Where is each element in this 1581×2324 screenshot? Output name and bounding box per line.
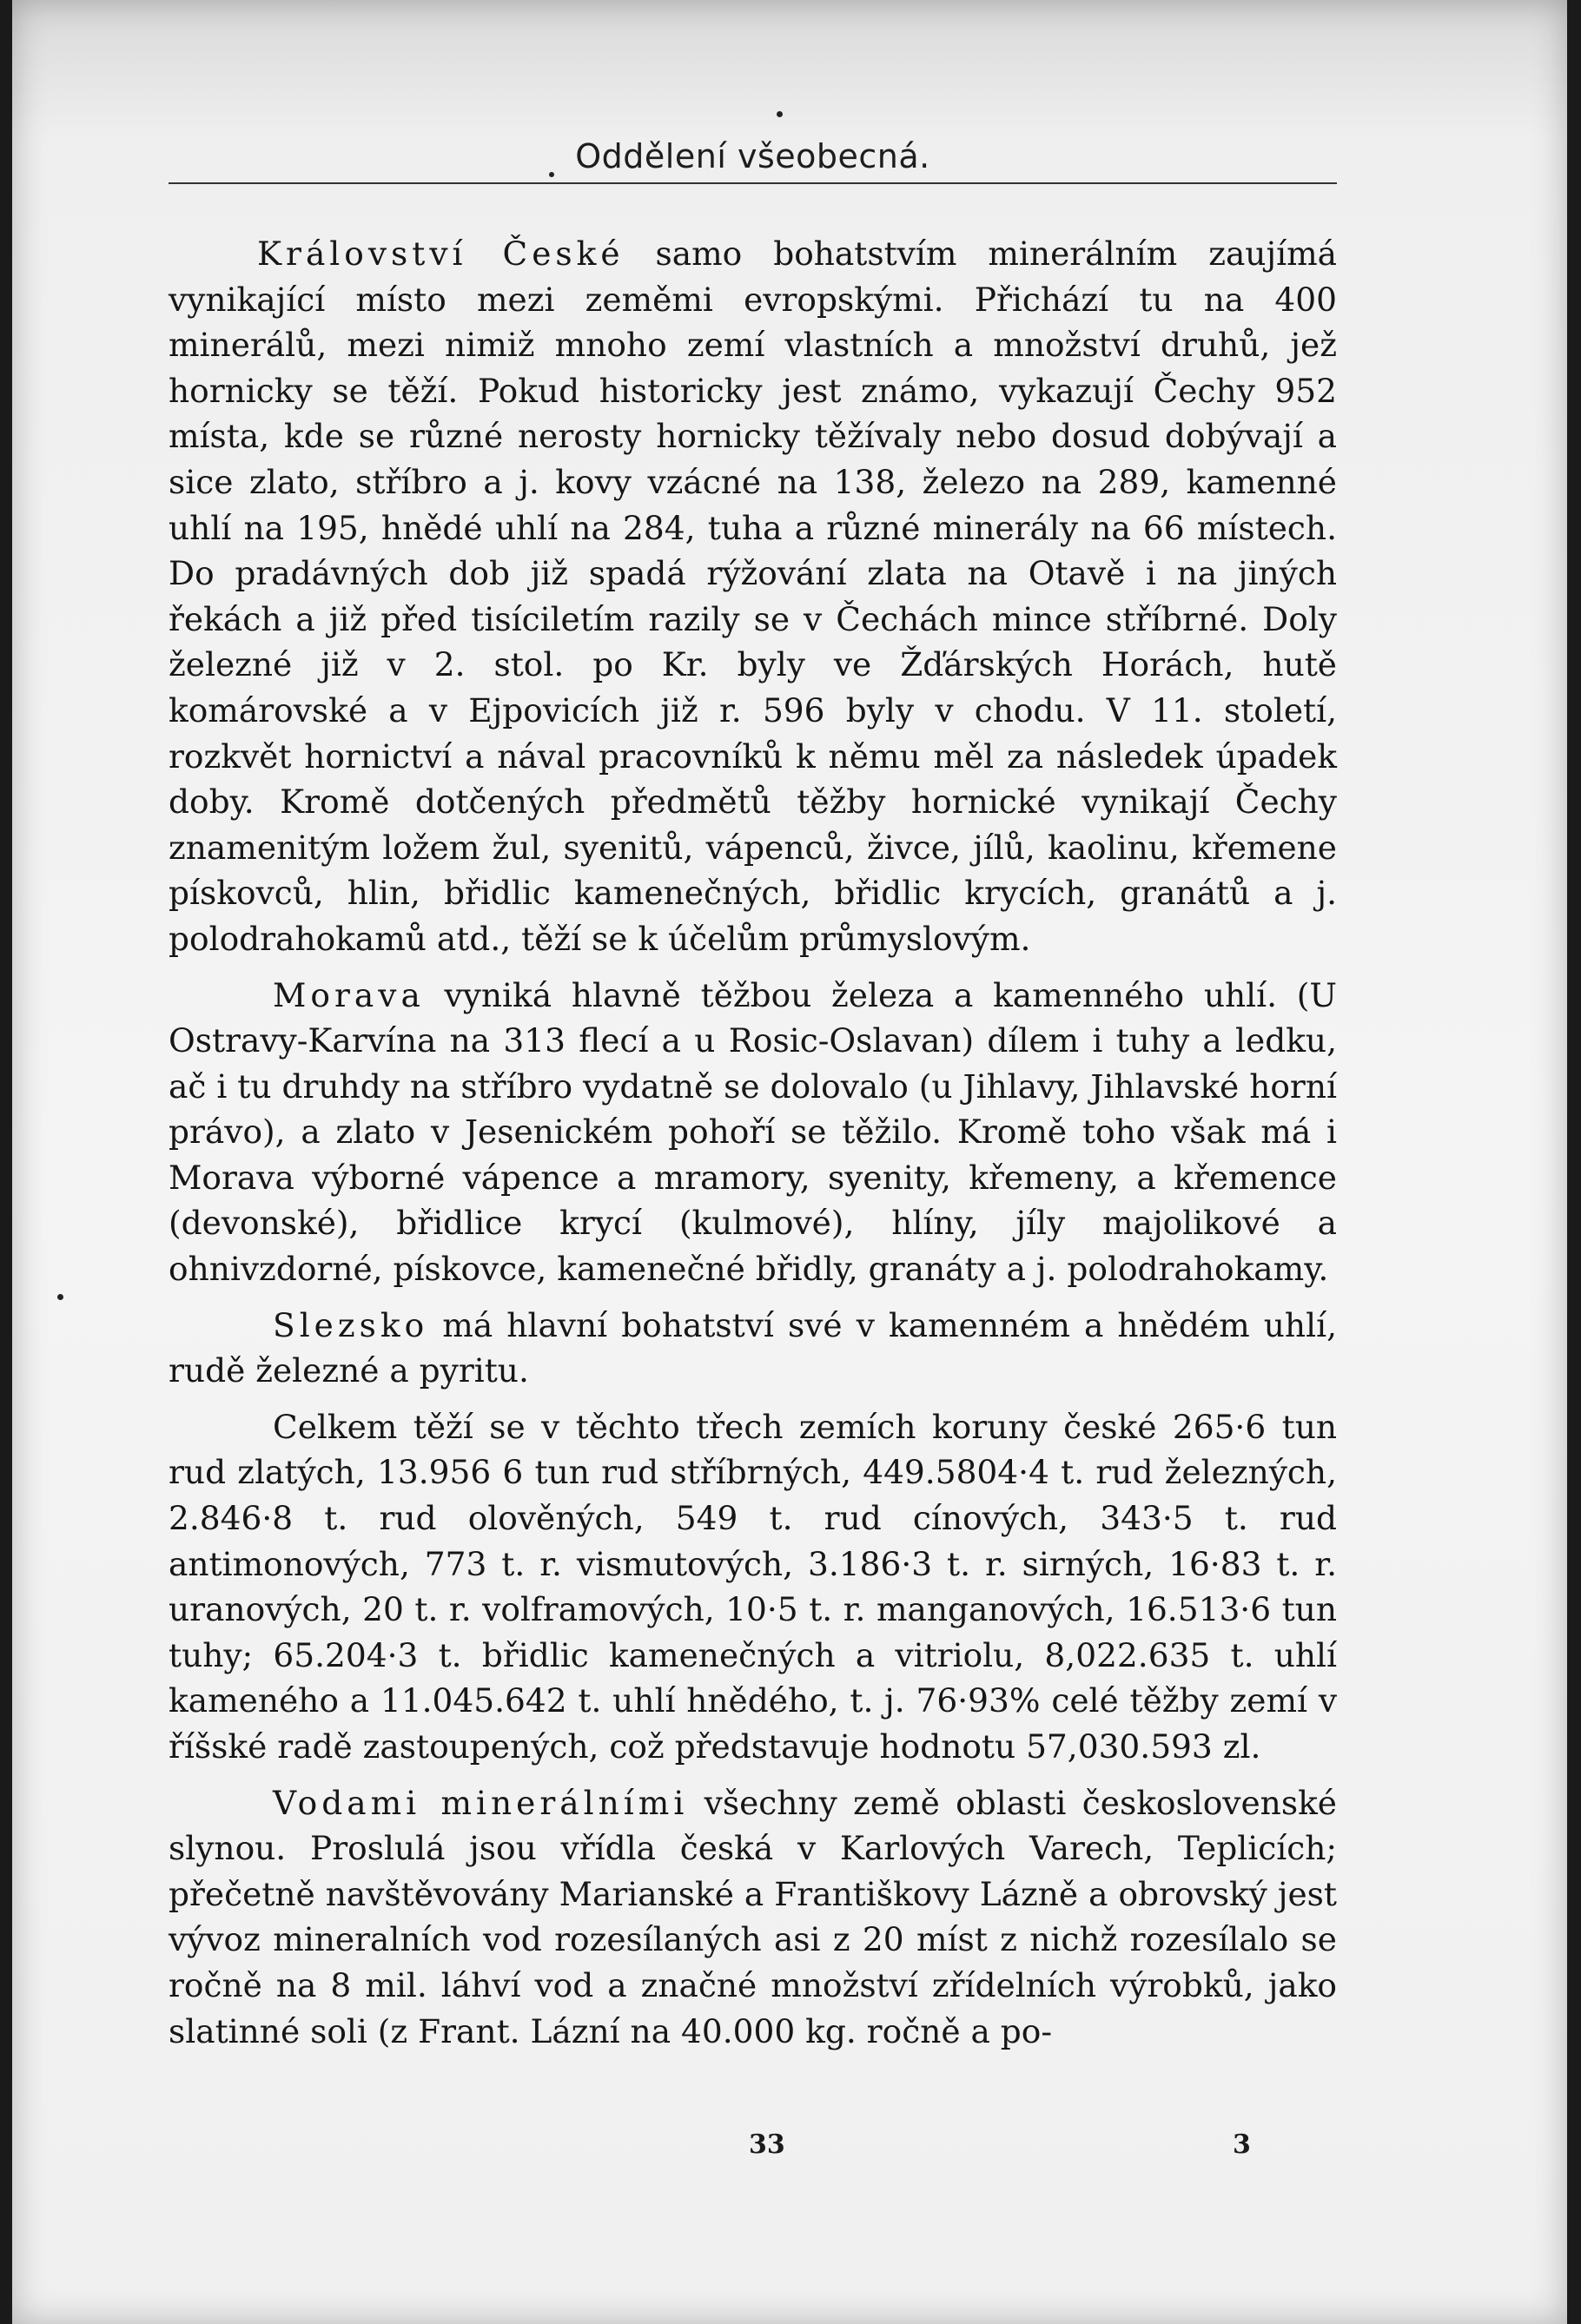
paragraph [169, 973, 1337, 1292]
paragraph-lead: Vodami minerálními [273, 1783, 689, 1822]
paragraph-text: všechny země oblasti československé slynou. Proslulá jsou vřídla česká v Karlových Varech, Teplicích; přečetně navštěvovány Marianské a Františkovy Lázně a obrovský jest vývoz mineralních vod rozesílaných asi z 20 míst z nichž rozesílalo se ročně na 8 mil. láhví vod a značné množství zřídelních výrobků, jako slatinné soli (z Frant. Lázní na 40.000 kg. ročně a po- [169, 1783, 1337, 2050]
paragraph [169, 1404, 1337, 1770]
paragraph-lead: Morava [273, 975, 425, 1014]
running-header [169, 130, 1337, 184]
paragraph-lead: Království České [257, 234, 625, 273]
header-title: Oddělení všeobecná. [575, 137, 930, 175]
paragraph [169, 1780, 1337, 2055]
paragraph [169, 1303, 1337, 1394]
paragraph [169, 231, 1337, 962]
page [12, 0, 1567, 2324]
paragraph-lead: Slezsko [273, 1305, 429, 1344]
ink-speck [549, 172, 554, 177]
paragraph-text: Celkem těží se v těchto třech zemích koruny české 265·6 tun rud zlatých, 13.956 6 tun rud stříbrných, 449.5804·4 t. rud železných, 2.846·8 t. rud olověných, 549 t. rud cínových, 343·5 t. rud antimonových, 773 t. r. vismutových, 3.186·3 t. r. sirných, 16·83 t. r. uranových, 20 t. r. volframových, 10·5 t. r. manganových, 16.513·6 tun tuhy; 65.204·3 t. břidlic kamenečných a vitriolu, 8,022.635 t. uhlí kameného a 11.045.642 t. uhlí hnědého, t. j. 76·93% celé těžby zemí v říšské radě zastoupených, což představuje hodnotu 57,030.593 zl. [169, 1407, 1337, 1766]
paragraph-text: vyniká hlavně těžbou železa a kamenného uhlí. (U Ostravy-Karvína na 313 flecí a u Rosic-Oslavan) dílem i tuhy a ledku, ač i tu druhdy na stříbro vydatně se dolovalo (u Jihlavy, Jihlavské horní právo), a zlato v Jesenickém pohoří se těžilo. Kromě toho však má i Morava výborné vápence a mramory, syenity, křemeny, a křemence (devonské), břidlice krycí (kulmové), hlíny, jíly majolikové a ohnivzdorné, pískovce, kamenečné břidly, granáty a j. polodrahokamy. [169, 975, 1337, 1289]
paragraph-text: má hlavní bohatství své v kamenném a hnědém uhlí, rudě železné a pyritu. [169, 1305, 1337, 1390]
body-text [169, 231, 1337, 2064]
page-number: 33 [749, 2129, 785, 2160]
ink-speck [57, 1294, 63, 1300]
paragraph-text: samo bohatstvím minerálním zaujímá vynikající místo mezi zeměmi evropskými. Přichází tu na 400 minerálů, mezi nimiž mnoho zemí vlastních a množství druhů, jež hornicky se těží. Pokud historicky jest známo, vykazují Čechy 952 místa, kde se různé nerosty hornicky těžívaly nebo dosud dobývají a sice zlato, stříbro a j. kovy vzácné na 138, železo na 289, kamenné uhlí na 195, hnědé uhlí na 284, tuha a různé minerály na 66 místech. Do pradávných dob již spadá rýžování zlata na Otavě i na jiných řekách a již před tisíciletím razily se v Čechách mince stříbrné. Doly železné již v 2. stol. po Kr. byly ve Žďárských Horách, hutě komárovské a v Ejpovicích již r. 596 byly v chodu. V 11. století, rozkvět hornictví a nával pracovníků k němu měl za následek úpadek doby. Kromě dotčených předmětů těžby hornické vynikají Čechy znamenitým ložem žul, syenitů, vápenců, živce, jílů, kaolinu, křemene pískovců, hlin, břidlic kamenečných, břidlic krycích, granátů a j. polodrahokamů atd., těží se k účelům průmyslovým. [169, 234, 1337, 958]
signature-mark: 3 [1233, 2129, 1251, 2160]
ink-speck [777, 111, 783, 117]
